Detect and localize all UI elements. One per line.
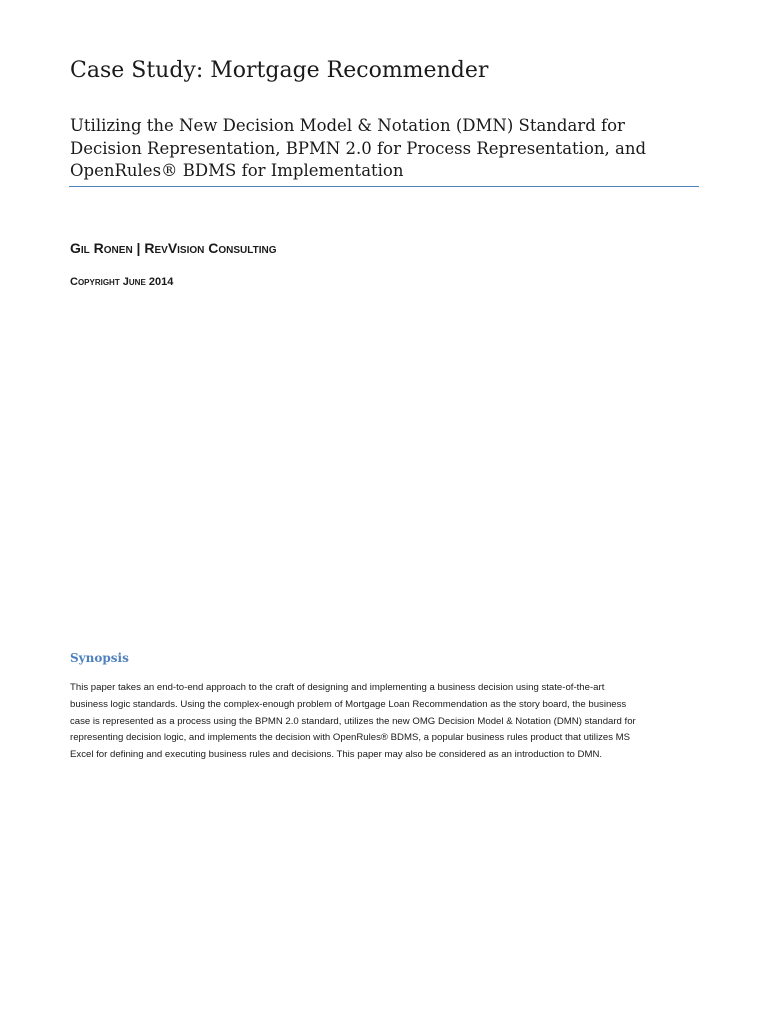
synopsis-line: Excel for defining and executing business rules and decisions. This paper may also be considered as an introduction to DMN. [70,749,603,761]
document-subtitle [70,115,710,183]
title-divider [69,186,699,187]
synopsis-line: representing decision logic, and implements the decision with OpenRules® BDMS, a popular business rules product that utilizes MS [70,732,631,744]
copyright-line: Copyright June 2014 [70,276,174,288]
document-title: Case Study: Mortgage Recommender [70,58,489,83]
synopsis-heading: Synopsis [70,651,129,665]
author-line: Gil Ronen | RevVision Consulting [70,240,277,256]
synopsis-paragraph [70,680,710,764]
subtitle-line: OpenRules® BDMS for Implementation [70,161,404,180]
subtitle-line: Utilizing the New Decision Model & Notation (DMN) Standard for [70,116,625,135]
synopsis-line: This paper takes an end-to-end approach to the craft of designing and implementing a business decision using state-of-the-art [70,682,605,693]
subtitle-line: Decision Representation, BPMN 2.0 for Process Representation, and [70,138,647,158]
synopsis-line: business logic standards. Using the complex-enough problem of Mortgage Loan Recommendation as the story board, the business [70,698,627,710]
synopsis-line: case is represented as a process using the BPMN 2.0 standard, utilizes the new OMG Decision Model & Notation (DMN) standard for [70,715,636,727]
